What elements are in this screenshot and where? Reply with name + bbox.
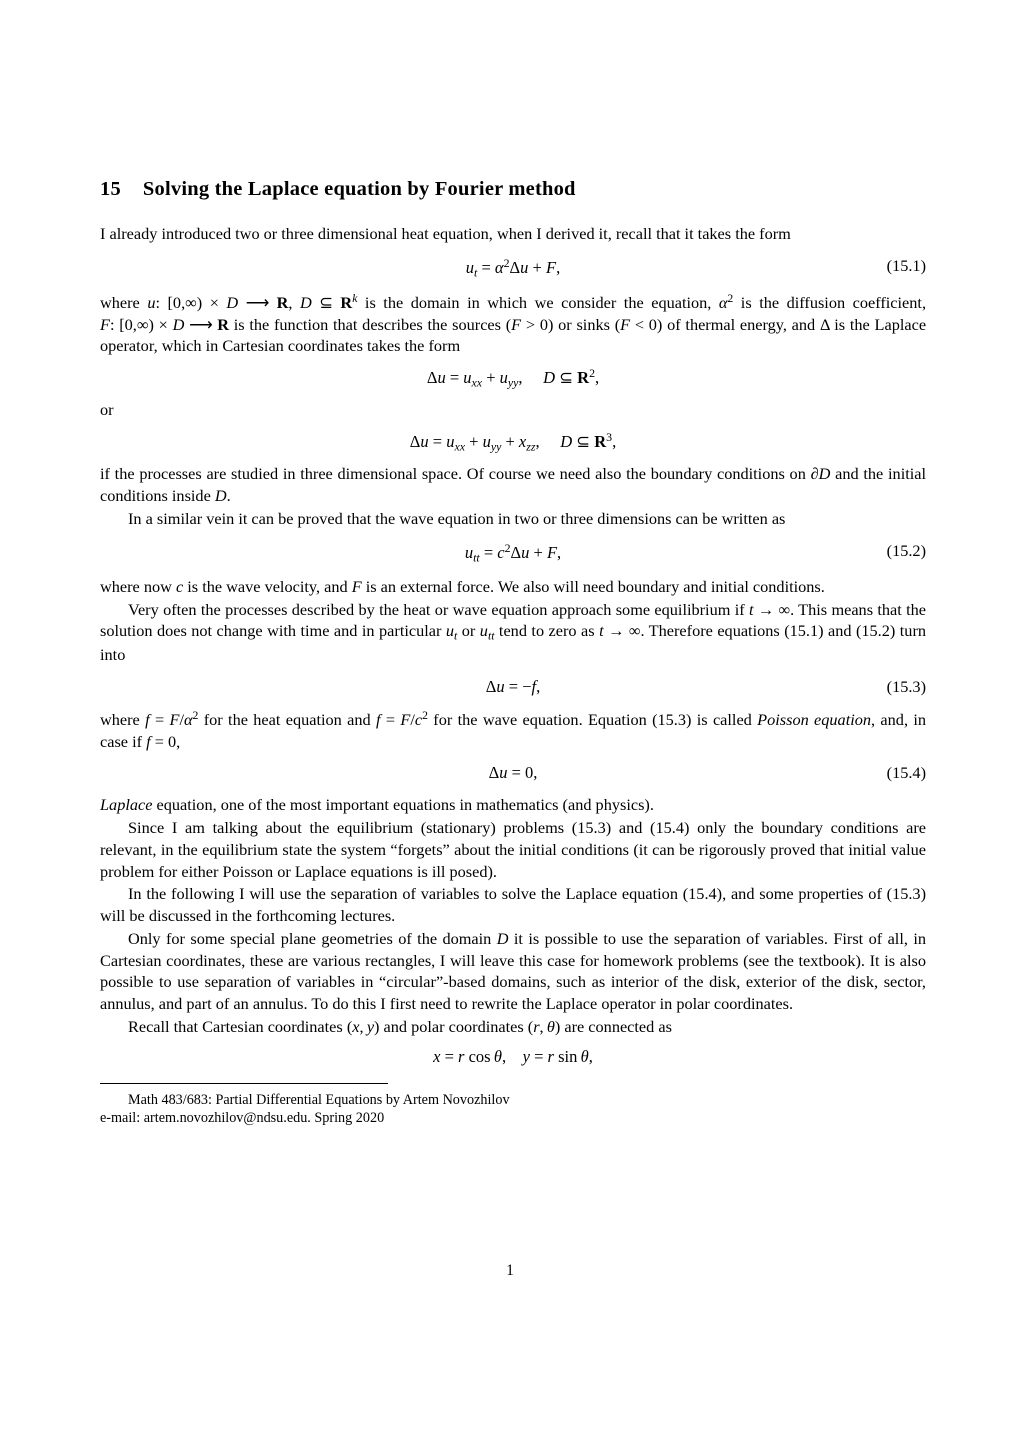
equation-polar-coordinates: x = r cos θ, y = r sin θ,: [433, 1046, 593, 1066]
document-page: [100, 0, 926, 1442]
footnote-line-course: Math 483/683: Partial Differential Equations by Artem Novozhilov: [128, 1091, 510, 1108]
equation-15-2: $u_{tt} = c^2\Delta u + F$, (15.2): [464, 540, 926, 564]
paragraph-equilibrium: Very often the processes described by the heat or wave equation approach some equilibrium if t → ∞. This means that the solution does not change with time and in particular $u_t$ or $u_{tt}$ tend to zero as t → ∞. Therefore equations (15.1) and (15.2) turn into: [100, 599, 927, 665]
equation-laplacian-2d: $\Delta u = u_{xx} + u_{yy}$, D ⊆ $R^2$,: [426, 366, 600, 390]
footnote: [100, 1091, 926, 1128]
equation-15-1: $u_t = \alpha^2\Delta u + F$, (15.1): [465, 255, 926, 279]
paragraph-stationary: Since I am talking about the equilibrium (stationary) problems (15.3) and (15.4) only the boundary conditions are relevant, in the equilibrium state the system “forgets” about the initial conditions (it can be rigorously proved that initial value problem for either Poisson or Laplace equations is ill posed).: [100, 818, 926, 881]
footnote-divider: [100, 1083, 388, 1084]
equation-tag: (15.4): [886, 763, 926, 783]
footnote-line-email: e-mail: artem.novozhilov@ndsu.edu. Spring 2020: [100, 1110, 385, 1127]
equation-15-4: Δu = 0, (15.4): [488, 763, 926, 783]
equation-tag: (15.1): [886, 255, 926, 275]
equation-tag: (15.3): [886, 677, 926, 697]
paragraph-separation: In the following I will use the separation of variables to solve the Laplace equation (15.4), and some properties of (15.3) will be discussed in the forthcoming lectures.: [100, 884, 926, 926]
page-title: [100, 0, 926, 201]
paragraph-wave: In a similar vein it can be proved that the wave equation in two or three dimensions can be written as: [128, 508, 786, 528]
paragraph-domain: where u: [0,∞) × D ⟶ R, D ⊆ $R^k$ is the domain in which we consider the equation, $\alpha^2$ is the diffusion coefficient, F: [0,∞) × D ⟶ R is the function that describes the sources (F > 0) or sinks (F < 0) of thermal energy, and Δ is the Laplace operator, which in Cartesian coordinates takes the form: [100, 292, 927, 356]
paragraph-polar: Recall that Cartesian coordinates (x, y) and polar coordinates (r, θ) are connected as: [128, 1016, 672, 1036]
paragraph-poisson: where $f = F/\alpha^2$ for the heat equation and $f = F/c^2$ for the wave equation. Equation (15.3) is called Poisson equation, and, in case if f = 0,: [100, 709, 927, 751]
equation-tag: (15.2): [886, 540, 926, 560]
paragraph-laplace: Laplace equation, one of the most important equations in mathematics (and physics).: [100, 795, 654, 815]
paragraph-wave-velocity: where now c is the wave velocity, and F is an external force. We also will need boundary and initial conditions.: [100, 576, 825, 596]
paragraph-geometries: Only for some special plane geometries of the domain D it is possible to use the separation of variables. First of all, in Cartesian coordinates, these are various rectangles, I will leave this case for homework problems (see the textbook). It is also possible to use separation of variables in “circular”-based domains, such as interior of the disk, exterior of the disk, sector, annulus, and part of an annulus. To do this I first need to rewrite the Laplace operator in polar coordinates.: [100, 928, 926, 1014]
section-title-text: Solving the Laplace equation by Fourier method: [142, 178, 576, 200]
paragraph-intro: I already introduced two or three dimensional heat equation, when I derived it, recall that it takes the form: [100, 224, 791, 243]
equation-15-3: Δu = −f, (15.3): [485, 677, 926, 697]
paragraph-or: or: [100, 400, 114, 420]
equation-laplacian-3d: $\Delta u = u_{xx} + u_{yy} + x_{zz}$, D ⊆ $R^3$,: [409, 430, 617, 454]
page-number: 1: [506, 1262, 514, 1279]
section-number: 15: [100, 178, 121, 200]
paragraph-boundary: if the processes are studied in three dimensional space. Of course we need also the boundary conditions on ∂D and the initial conditions inside D.: [100, 464, 927, 506]
